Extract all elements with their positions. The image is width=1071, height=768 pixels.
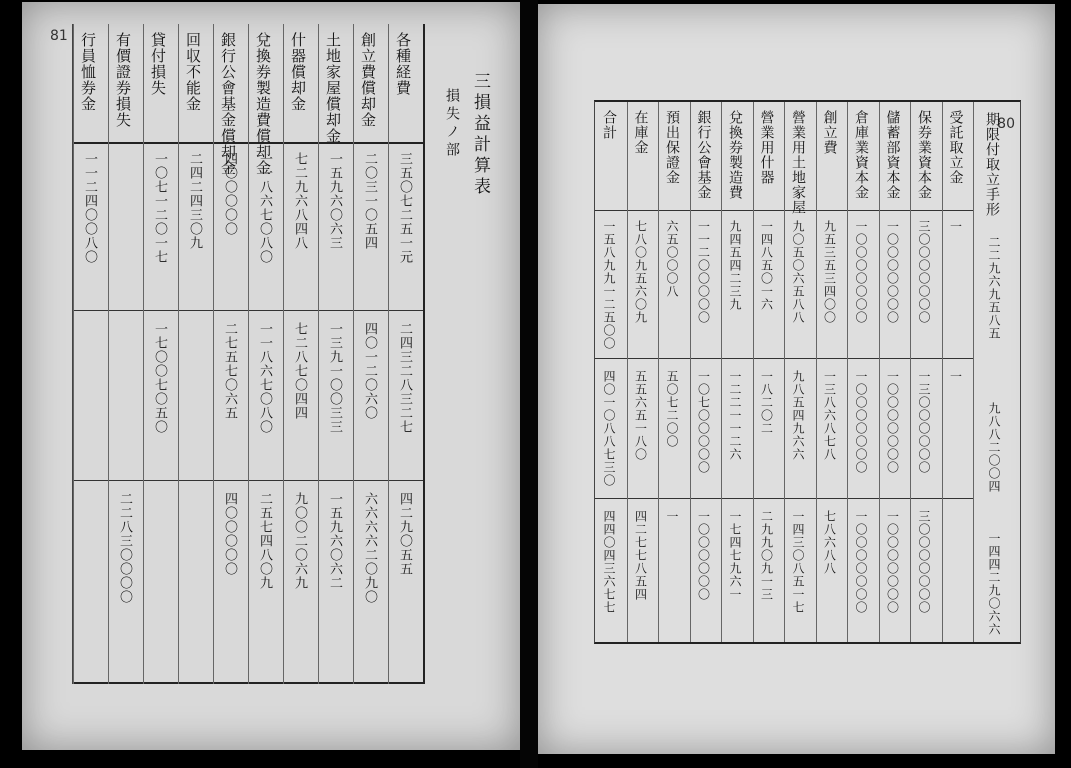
cell-value: 一五九六〇六二 (327, 492, 342, 590)
cell-value: 一五九六〇六三 (327, 152, 342, 250)
cell-value: 一 (948, 370, 963, 383)
table-column (658, 102, 691, 642)
asset-table (594, 100, 973, 644)
cell-value: 一〇七一二〇一七 (152, 152, 167, 264)
cell-value: 二四三二八三二七 (397, 322, 412, 434)
cell-value: 三〇〇〇〇〇〇〇 (917, 220, 931, 324)
column-label: 創立費償却金 (359, 32, 377, 128)
cell-value: 一〇〇〇〇〇〇〇 (885, 220, 900, 324)
column-label: 合計 (601, 110, 617, 140)
cell-value: 一 (948, 220, 963, 233)
column-label: 保券業資本金 (916, 110, 932, 200)
cell-value: 三五〇七二五一元 (397, 152, 412, 264)
column-label: 土地家屋償却金 (324, 32, 342, 144)
column-label: 什器償却金 (289, 32, 307, 112)
table-column (283, 24, 319, 684)
column-label: 銀行公會基金 (695, 110, 712, 200)
cell-value: 一〇〇〇〇〇〇〇 (885, 510, 900, 614)
cell-value: 一七〇〇七〇五〇 (152, 322, 167, 434)
cell-value: 一一八六七〇八〇 (257, 322, 272, 434)
book-gutter (520, 0, 538, 768)
column-label: 兌換券製造費償却金 (254, 32, 272, 176)
left-page (22, 2, 520, 750)
table-column (353, 24, 389, 684)
cell-value: 九〇〇二〇六九 (292, 492, 307, 590)
cell-value: 一〇〇〇〇〇〇〇 (854, 510, 868, 614)
cell-value: 二二八三〇〇〇〇 (117, 492, 132, 604)
cell-value: 七八六八八 (822, 510, 837, 575)
cell-value: 一〇〇〇〇〇〇〇 (885, 370, 900, 474)
column-label: 兌換券製造費 (727, 110, 743, 200)
cell-value: 一一八六七〇八〇 (257, 152, 272, 264)
column-label: 在庫金 (632, 110, 649, 155)
cell-value: 九四五四二三九 (728, 220, 742, 311)
table-column (942, 102, 975, 642)
cell-value: 一七四七九六一 (728, 510, 742, 601)
right-page-number: 80 (997, 116, 1015, 132)
column-label: 倉庫業資本金 (853, 110, 869, 200)
cell-value: 二九九〇九一三 (759, 510, 774, 601)
cell-value: 六六六六二〇九〇 (362, 492, 377, 604)
table-column (248, 24, 284, 684)
cell-value: 一三〇〇〇〇〇〇 (917, 370, 931, 474)
cell-value: 一 (665, 510, 679, 523)
column-label: 行員恤券金 (79, 32, 97, 112)
cell-value: 一一二四〇〇八〇 (82, 152, 97, 264)
table-column (108, 24, 144, 684)
table-column (627, 102, 660, 642)
table-column (213, 24, 249, 684)
cell-value: 四〇〇〇〇〇 (222, 152, 237, 236)
cell-value: 二五七四八〇九 (257, 492, 272, 590)
cell-value: 七八〇九五六〇九 (633, 220, 648, 324)
left-page-subtitle: 損失ノ部 (444, 88, 460, 160)
table-column (784, 102, 817, 642)
table-column (318, 24, 354, 684)
cell-value: 九〇五〇六五八八 (791, 220, 805, 324)
cell-value: 一四三〇八五一七 (791, 510, 805, 614)
cell-value: 一一二〇〇〇〇〇 (696, 220, 711, 324)
cell-value: 二四二四三〇九 (187, 152, 202, 250)
column-label: 有價證券損失 (114, 32, 132, 128)
cell-value: 一〇七〇〇〇〇〇 (696, 370, 711, 474)
cell-value: 三〇〇〇〇〇〇〇 (917, 510, 931, 614)
column-label: 營業用土地家屋 (790, 110, 806, 215)
cell-value: 五五六五一八〇 (633, 370, 648, 461)
table-column (178, 24, 214, 684)
cell-value: 四〇一二〇六〇 (362, 322, 377, 420)
right-page (538, 4, 1055, 754)
cell-value: 一〇〇〇〇〇〇〇 (854, 370, 868, 474)
cell-value: 一三八六八七八 (822, 370, 837, 461)
cell-value: 九八五四九六六 (791, 370, 805, 461)
cell-value: 一四八五〇一六 (759, 220, 774, 311)
cell-value: 六五〇〇〇八 (665, 220, 679, 298)
cell-value: 五〇七二〇〇 (665, 370, 679, 448)
column-label: 回収不能金 (184, 32, 202, 112)
column-label: 受託取立金 (947, 110, 964, 185)
cell-value: 二〇三一〇五四 (362, 152, 377, 250)
column-label: 銀行公會基金償却金 (219, 32, 237, 176)
left-page-number: 81 (50, 28, 68, 44)
cell-value: 九八八二〇〇四 (987, 402, 1001, 493)
cell-value: 一二二一一二六 (728, 370, 742, 461)
cell-value: 二七五七〇六五 (222, 322, 237, 420)
cell-value: 四〇一〇八八七三〇 (602, 370, 616, 487)
table-column (388, 24, 424, 684)
table-column (143, 24, 179, 684)
table-column (847, 102, 880, 642)
table-column (595, 102, 628, 642)
cell-value: 七二九六八四八 (292, 152, 307, 250)
cell-value: 四〇〇〇〇〇 (222, 492, 237, 576)
cell-value: 七二八七〇四四 (292, 322, 307, 420)
table-column (816, 102, 849, 642)
column-label: 各種経費 (394, 32, 412, 96)
cell-value: 四二七七八五四 (633, 510, 648, 601)
cell-value: 四四〇四三六七七 (602, 510, 616, 614)
cell-value: 九五三五三四〇〇 (822, 220, 837, 324)
column-label: 貸付損失 (149, 32, 167, 96)
column-label: 期限付取立手形 (984, 112, 1000, 217)
table-column (721, 102, 754, 642)
cell-value: 一八二〇二 (759, 370, 774, 435)
column-label: 預出保證金 (664, 110, 680, 185)
left-page-title: 三損益計算表 (470, 72, 490, 198)
cell-value: 一三九一〇〇三三 (327, 322, 342, 434)
cell-value: 四二九〇五五 (397, 492, 412, 576)
bills-column (972, 100, 1021, 644)
table-column (879, 102, 912, 642)
table-column (753, 102, 786, 642)
column-label: 創立費 (821, 110, 838, 155)
cell-value: 一〇〇〇〇〇〇〇 (854, 220, 868, 324)
cell-value: 一〇〇〇〇〇〇 (696, 510, 711, 601)
column-label: 儲蓄部資本金 (884, 110, 901, 200)
cell-value: 一五八九九一二五〇〇 (602, 220, 616, 350)
column-label: 營業用什器 (758, 110, 775, 185)
cell-value: 二二九六九五八五 (987, 236, 1001, 340)
table-column (73, 24, 109, 684)
cell-value: 一四四二九〇六六 (987, 532, 1001, 636)
table-column (910, 102, 943, 642)
loss-table (72, 24, 425, 684)
table-column (690, 102, 723, 642)
